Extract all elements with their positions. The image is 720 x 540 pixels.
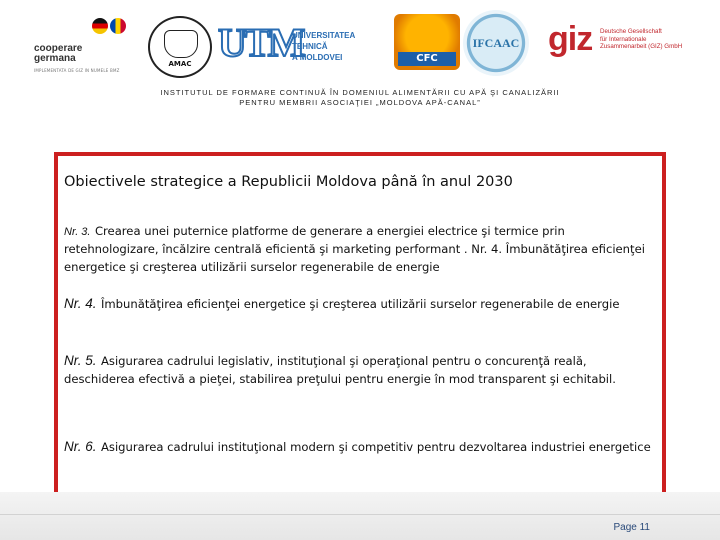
cfc-logo-label: CFC — [398, 52, 456, 66]
ifcaac-logo-label: IFCAAC — [472, 36, 520, 50]
footer-divider — [0, 514, 720, 515]
objective-number: Nr. 4. — [64, 296, 97, 311]
objective-number: Nr. 6. — [64, 439, 97, 454]
utm-logo-text: UNIVERSITATEA TEHNICĂ A MOLDOVEI — [292, 31, 355, 62]
giz-logo-mark: giz — [548, 20, 593, 58]
objective-text: Îmbunătăţirea eficienţei energetice şi creşterea utilizării surselor regenerabile de energie — [100, 297, 620, 311]
utm-logo-mark: UTM — [218, 20, 303, 65]
objective-item — [64, 352, 654, 388]
amac-emblem-icon — [164, 30, 198, 58]
amac-logo-label: AMAC — [168, 60, 192, 68]
moldova-flag-icon — [110, 18, 126, 34]
objective-text: Asigurarea cadrului legislativ, instituţional şi operaţional pentru o concurenţă reală, deschiderea efectivă a pieţei, stabilirea preţului pentru energie în mod transparent şi echitabil. — [64, 354, 616, 386]
giz-logo — [548, 20, 698, 74]
utm-logo — [218, 22, 388, 68]
coop-logo-small-text: IMPLEMENTATA DE GIZ IN NUMELE BMZ — [34, 68, 120, 73]
germany-flag-icon — [92, 18, 108, 34]
objective-item — [64, 295, 654, 313]
amac-logo — [148, 16, 212, 78]
ifcaac-logo — [463, 10, 529, 76]
footer-band — [0, 492, 720, 540]
slide-title: Obiectivele strategice a Republicii Moldova până în anul 2030 — [64, 174, 513, 190]
institute-line-2: PENTRU MEMBRII ASOCIAŢIEI „MOLDOVA APĂ-CANAL” — [239, 98, 481, 107]
institute-line-1: INSTITUTUL DE FORMARE CONTINUĂ ÎN DOMENIUL ALIMENTĂRII CU APĂ ŞI CANALIZĂRII — [160, 88, 560, 97]
logo-bar — [0, 0, 720, 85]
objective-item — [64, 438, 654, 456]
content-box — [54, 152, 666, 492]
objective-text: Asigurarea cadrului instituţional modern şi competitiv pentru dezvoltarea industriei energetice — [100, 440, 651, 454]
objective-number: Nr. 3. — [64, 226, 91, 238]
objective-text: Crearea unei puternice platforme de generare a energiei electrice şi termice prin retehnologizare, încălzire centrală eficientă şi marketing performant . Nr. 4. Îmbunătăţirea eficienţei energetice şi creşterea utilizării surselor regenerabile de energie — [64, 224, 645, 274]
coop-logo-text: cooperare germana — [34, 43, 83, 64]
institute-header — [100, 88, 620, 108]
cooperare-germana-logo — [30, 18, 130, 78]
giz-logo-text: Deutsche Gesellschaft für Internationale Zusammenarbeit (GIZ) GmbH — [600, 28, 683, 51]
objective-item — [64, 222, 654, 276]
objective-number: Nr. 5. — [64, 353, 97, 368]
cfc-logo — [394, 14, 460, 70]
page-number: Page 11 — [613, 522, 650, 533]
